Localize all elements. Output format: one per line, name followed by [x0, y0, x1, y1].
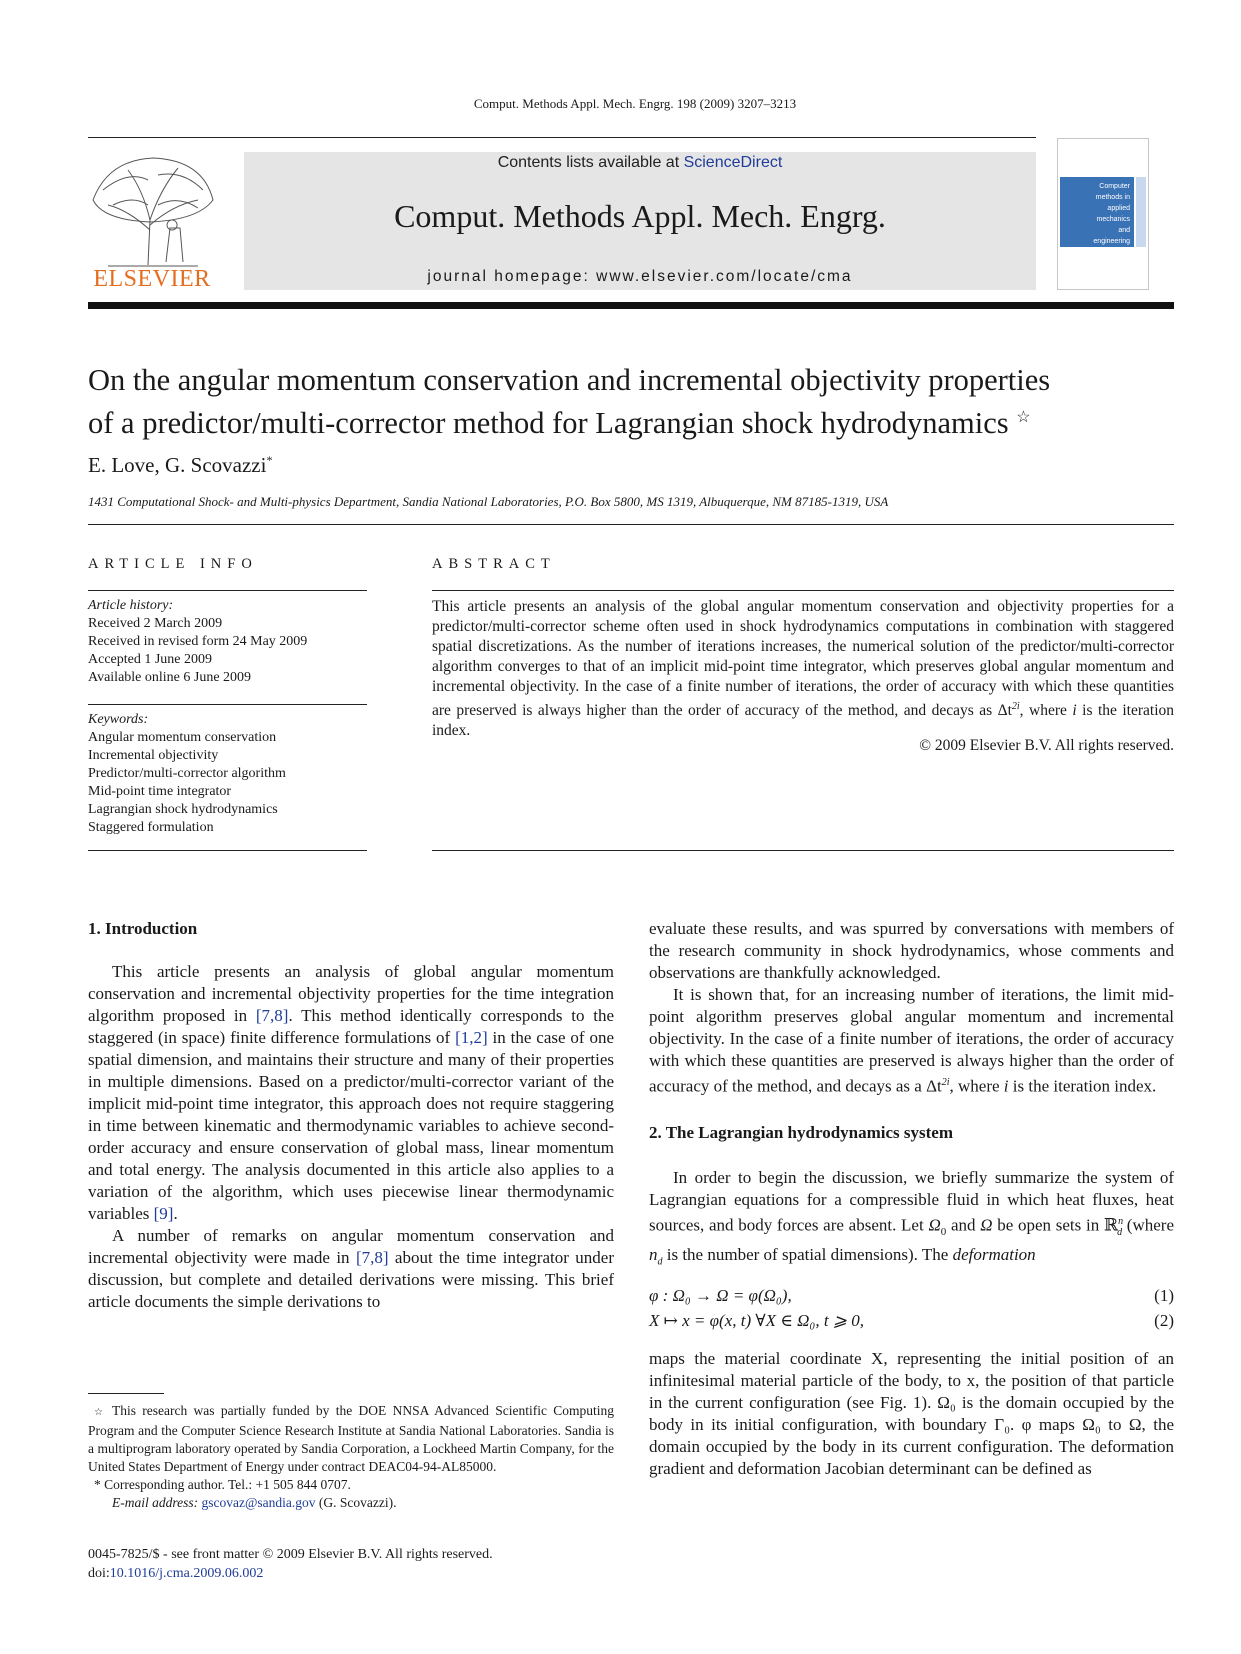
corresponding-footnote: * Corresponding author. Tel.: +1 505 844 0707.: [94, 1477, 351, 1492]
ref-link[interactable]: [1,2]: [455, 1028, 488, 1047]
contents-line: Contents lists available at ScienceDirect: [497, 154, 783, 171]
footnotes: [88, 1402, 614, 1512]
info-rule-2: [88, 704, 367, 705]
corresponding-author-mark[interactable]: *: [266, 453, 273, 467]
title-rule: [88, 524, 1174, 525]
publisher-name: ELSEVIER: [93, 266, 211, 292]
author-affiliation: 1431 Computational Shock- and Multi-physics Department, Sandia National Laboratories, P.O. Box 5800, MS 1319, Albuquerque, NM 87185-1319, USA: [88, 494, 889, 509]
intro-paragraph-1: This article presents an analysis of global angular momentum conservation and incremental objectivity properties for the time integration algorithm proposed in [7,8]. This method identically corresponds to the staggered (in space) finite difference formulations of [1,2] in the case of one spatial dimension, and maintains their structure and many of their properties in multiple dimensions. Based on a predictor/multi-corrector variant of the implicit mid-point time integrator, this approach does not require staggering in time between kinematic and thermodynamic variables to achieve second-order accuracy and ensure conservation of global mass, linear momentum and total energy. The analysis documented in this article also applies to a variation of the algorithm, which uses piecewise linear thermodynamic variables [9].: [88, 962, 614, 1223]
section-2-paragraph-1: In order to begin the discussion, we briefly summarize the system of Lagrangian equations for a compressible fluid in which heat fluxes, heat sources, and body forces are absent. Let $\Omega_0$ and Ω be open sets in ℝ$^n_d$ (where $n_d$ is the number of spatial dimensions). The deformation: [649, 1167, 1174, 1268]
front-matter: [88, 1545, 493, 1583]
email-link[interactable]: gscovaz@sandia.gov: [201, 1495, 316, 1510]
funding-footnote: ☆ This research was partially funded by the DOE NNSA Advanced Scientific Computing Program and the Computer Science Research Institute at Sandia National Laboratories. Sandia is a multiprogram laboratory operated by Sandia Corporation, a Lockheed Martin Company, for the United States Department of Energy under contract DEAC04-94-AL85000.: [88, 1403, 615, 1474]
doi-link[interactable]: 10.1016/j.cma.2009.06.002: [109, 1566, 264, 1581]
equation-1: φ : Ω₀ → Ω = φ(Ω₀), (1): [649, 1286, 1174, 1306]
sciencedirect-link[interactable]: ScienceDirect: [683, 154, 783, 171]
section-1-heading: 1. Introduction: [88, 919, 198, 938]
header-thick-rule: [88, 302, 1174, 309]
intro-paragraph-2: A number of remarks on angular momentum conservation and incremental objectivity were made in [7,8] about the time integrator under discussion, but complete and detailed derivations were missing. This brief article documents the simple derivations to: [88, 1226, 614, 1311]
abstract-rule-2: [432, 850, 1174, 851]
section-2-paragraph-2: maps the material coordinate X, representing the initial position of an infinitesimal material particle of the body, to x, the position of that particle in the current configuration (see Fig. 1). Ω₀ is the domain occupied by the body in its initial configuration, with boundary Γ₀. φ maps Ω₀ to Ω, the domain occupied by the body in its current configuration. The deformation gradient and deformation Jacobian determinant can be defined as: [649, 1349, 1174, 1479]
article-history: Article history: Received 2 March 2009 Received in revised form 24 May 2009 Accepted 1 June 2009 Available online 6 June 2009: [88, 598, 308, 685]
section-2-heading: 2. The Lagrangian hydrodynamics system: [649, 1122, 953, 1142]
header-rule: [88, 137, 1036, 138]
article-info-heading: ARTICLE INFO: [88, 556, 258, 572]
ref-link[interactable]: [7,8]: [355, 1248, 389, 1267]
keyword: Mid-point time integrator: [88, 784, 232, 799]
left-column: [88, 918, 614, 1313]
ref-link[interactable]: [7,8]: [255, 1006, 289, 1025]
journal-citation: Comput. Methods Appl. Mech. Engrg. 198 (2009) 3207–3213: [473, 96, 797, 111]
email-footnote: E-mail address: gscovaz@sandia.gov (G. Scovazzi).: [112, 1495, 397, 1510]
keyword: Incremental objectivity: [88, 748, 219, 763]
abstract-copyright: © 2009 Elsevier B.V. All rights reserved.: [919, 737, 1174, 754]
footnote-rule: [88, 1393, 164, 1394]
article-authors: E. Love, G. Scovazzi*: [88, 453, 273, 477]
journal-banner: [244, 152, 1036, 290]
equation-2: X ↦ x = φ(x, t) ∀X ∈ Ω₀, t ⩾ 0, (2): [649, 1311, 1174, 1331]
journal-homepage[interactable]: journal homepage: www.elsevier.com/locate/cma: [427, 268, 853, 285]
abstract-rule-1: [432, 590, 1174, 591]
article-title: On the angular momentum conservation and incremental objectivity properties of a predictor/multi-corrector method for Lagrangian shock hydrodynamics ☆: [88, 363, 1051, 441]
abstract-text: This article presents an analysis of the global angular momentum conservation and objectivity properties for a predictor/multi-corrector scheme often used in shock hydrodynamics computations in combination with staggered spatial discretizations. As the number of iterations increases, the numerical solution of the predictor/multi-corrector algorithm converges to that of an implicit mid-point time integrator, which preserves global angular momentum and incremental objectivity. In the case of a finite number of iterations, the order of accuracy with which these quantities are preserved is always higher than the order of accuracy of the method, and decays as $\Delta t^{2i}$, where i is the iteration index.: [432, 598, 1174, 740]
keywords: Keywords: Angular momentum conservation Incremental objectivity Predictor/multi-corrector algorithm Mid-point time integrator Lagrangian shock hydrodynamics Staggered formulation: [88, 712, 286, 835]
right-column: [649, 918, 1174, 1480]
ref-link[interactable]: [9]: [153, 1204, 174, 1223]
info-rule-3: [88, 850, 367, 851]
title-footnote-mark[interactable]: ☆: [1016, 409, 1031, 426]
keyword: Staggered formulation: [88, 820, 214, 835]
keyword: Lagrangian shock hydrodynamics: [88, 802, 278, 817]
intro-paragraph-3: evaluate these results, and was spurred by conversations with members of the research community in shock hydrodynamics, whose comments and observations are thankfully acknowledged.: [649, 919, 1174, 982]
abstract-heading: ABSTRACT: [432, 556, 556, 572]
journal-cover-thumbnail: [1057, 138, 1149, 290]
journal-name: Comput. Methods Appl. Mech. Engrg.: [394, 198, 886, 234]
keyword: Angular momentum conservation: [88, 730, 277, 745]
issn-line: 0045-7825/$ - see front matter © 2009 Elsevier B.V. All rights reserved.: [88, 1547, 493, 1562]
info-rule-1: [88, 590, 367, 591]
keyword: Predictor/multi-corrector algorithm: [88, 766, 286, 781]
cover-title-block: Computer methods in applied mechanics and engineering: [1060, 177, 1134, 247]
cover-stripe: [1136, 177, 1146, 247]
intro-paragraph-4: It is shown that, for an increasing number of iterations, the limit mid-point algorithm preserves global angular momentum and incremental objectivity. In the case of a finite number of iterations, the order of accuracy with which these quantities are preserved is always higher than the order of accuracy of the method, and decays as a $\Delta t^{2i}$, where i is the iteration index.: [649, 985, 1174, 1096]
doi-line: doi:10.1016/j.cma.2009.06.002: [88, 1566, 264, 1581]
